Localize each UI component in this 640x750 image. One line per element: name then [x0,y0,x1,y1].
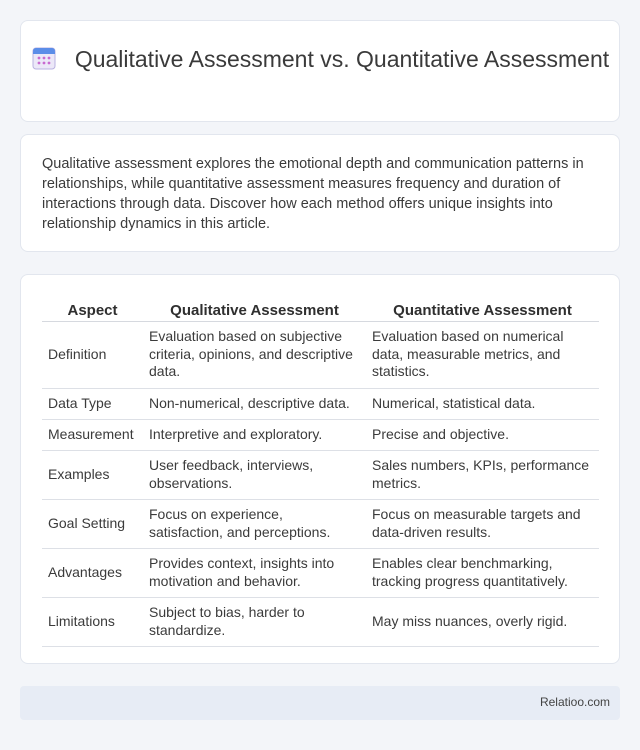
table-row [42,597,599,646]
intro-paragraph: Qualitative assessment explores the emotional depth and communication patterns in relationships, while quantitative assessment measures frequency and duration of interactions through data. Discover how each method offers unique insights into relationship dynamics in this article. [42,156,584,232]
table-row [42,499,599,548]
comparison-table [42,295,599,647]
table-row [42,388,599,419]
cell-aspect: Data Type [42,388,143,419]
cell-aspect: Goal Setting [42,499,143,548]
cell-aspect: Definition [42,321,143,388]
cell-aspect: Examples [42,450,143,499]
cell-qualitative: User feedback, interviews, observations. [143,450,366,499]
footer-site-link[interactable]: Relatioo.com [539,695,610,709]
cell-qualitative: Interpretive and exploratory. [143,419,366,450]
cell-quantitative: Evaluation based on numerical data, measurable metrics, and statistics. [366,321,599,388]
cell-aspect: Measurement [42,419,143,450]
cell-qualitative: Evaluation based on subjective criteria, opinions, and descriptive data. [143,321,366,388]
title-card [20,20,620,122]
header-quantitative: Quantitative Assessment [366,295,599,321]
page-title-wrap [21,45,619,74]
cell-qualitative: Subject to bias, harder to standardize. [143,597,366,646]
calendar-icon [31,45,57,71]
comparison-card [20,274,620,664]
table-header-row [42,295,599,321]
intro-card [20,134,620,252]
cell-qualitative: Focus on experience, satisfaction, and perceptions. [143,499,366,548]
header-qualitative: Qualitative Assessment [143,295,366,321]
footer-bar [20,686,620,720]
cell-quantitative: Enables clear benchmarking, tracking progress quantitatively. [366,548,599,597]
table-row [42,419,599,450]
table-row [42,450,599,499]
cell-quantitative: Focus on measurable targets and data-driven results. [366,499,599,548]
page-title: Qualitative Assessment vs. Quantitative Assessment [74,46,610,72]
cell-qualitative: Provides context, insights into motivation and behavior. [143,548,366,597]
cell-quantitative: May miss nuances, overly rigid. [366,597,599,646]
header-aspect: Aspect [42,295,143,321]
cell-quantitative: Precise and objective. [366,419,599,450]
table-row [42,321,599,388]
cell-qualitative: Non-numerical, descriptive data. [143,388,366,419]
cell-quantitative: Numerical, statistical data. [366,388,599,419]
cell-aspect: Advantages [42,548,143,597]
cell-aspect: Limitations [42,597,143,646]
table-row [42,548,599,597]
cell-quantitative: Sales numbers, KPIs, performance metrics. [366,450,599,499]
